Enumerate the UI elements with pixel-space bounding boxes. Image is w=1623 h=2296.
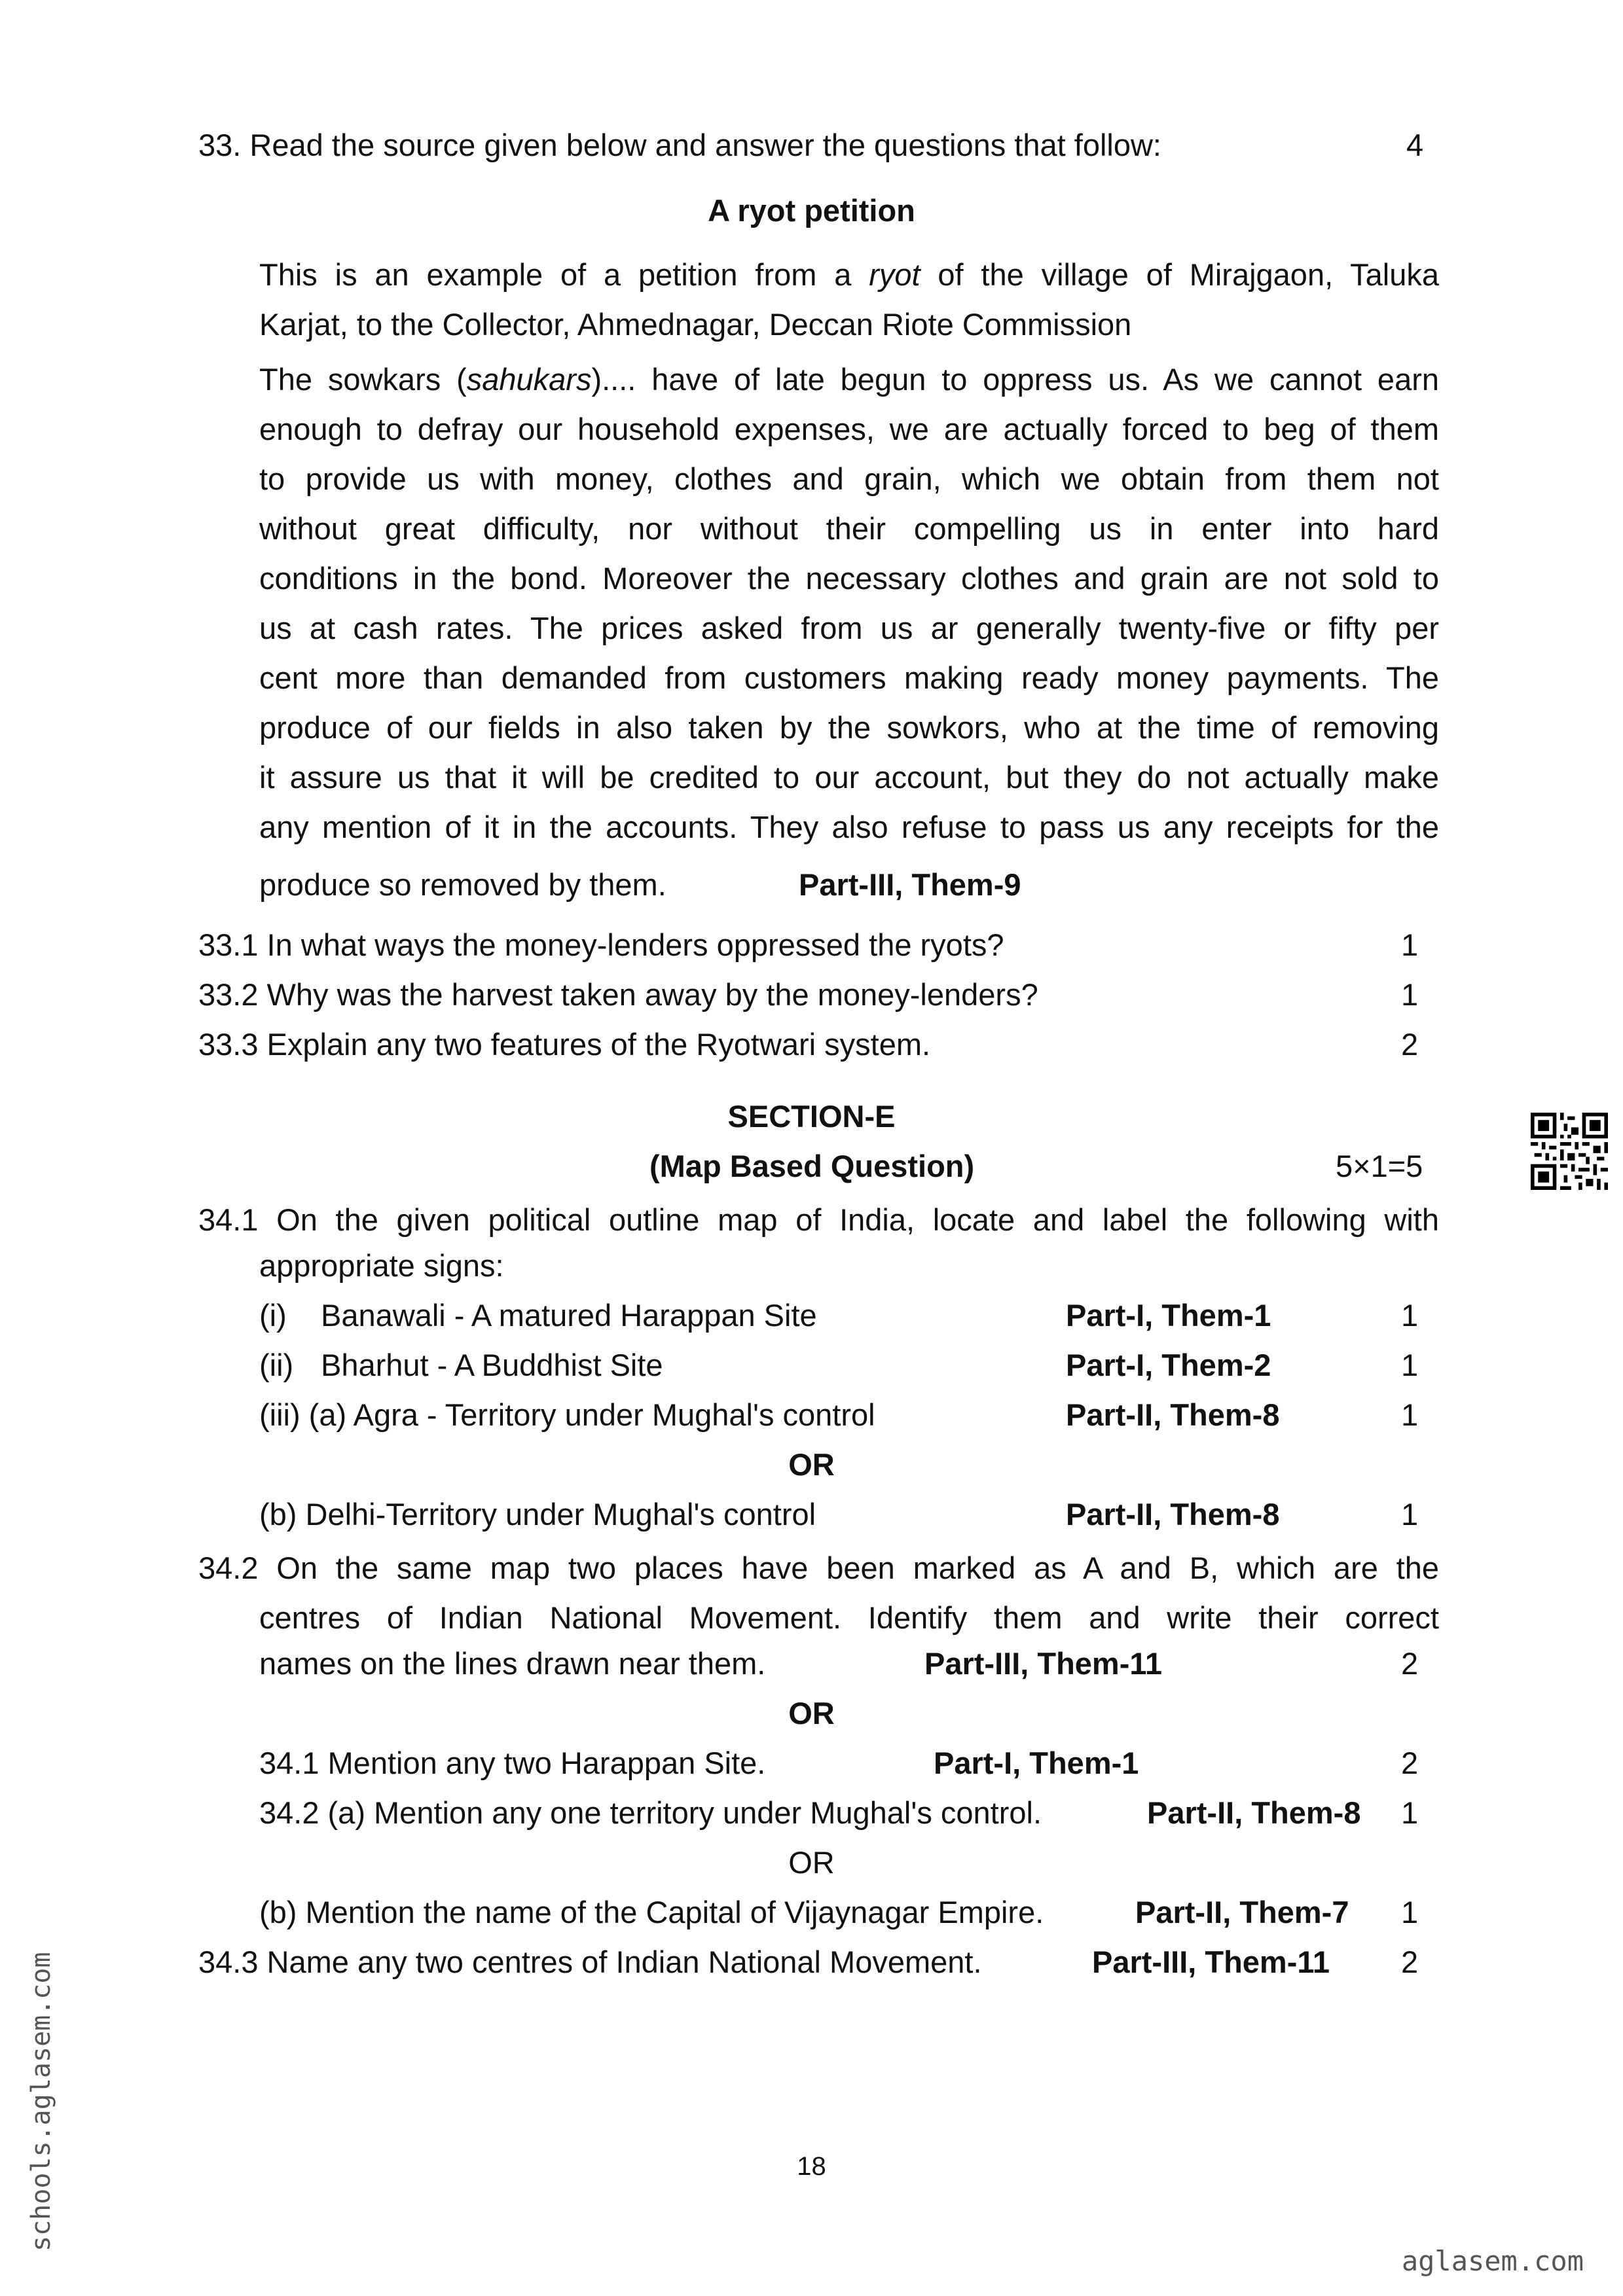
para-line: to provide us with money, clothes and grain, which we obtain from them not — [259, 461, 1439, 496]
question-34-2-marks: 2 — [1401, 1646, 1419, 1681]
qr-code-icon — [1531, 1113, 1608, 1190]
or-divider-1: OR — [788, 1447, 835, 1482]
item-ii-ref: Part-I, Them-2 — [1066, 1348, 1271, 1382]
item-i-text: Banawali - A matured Harappan Site — [321, 1298, 817, 1333]
alt-34-3-text: 34.3 Name any two centres of Indian National Movement. — [198, 1945, 982, 1979]
intro-ryot-italic: ryot — [869, 257, 921, 292]
intro-line-1 — [259, 250, 1439, 300]
side-watermark: schools.aglasem.com — [26, 1952, 56, 2251]
para-line-first — [259, 355, 1439, 404]
question-34-2-ref: Part-III, Them-11 — [924, 1646, 1163, 1681]
source-reference: Part-III, Them-9 — [799, 867, 1021, 902]
question-34-2-line2: centres of Indian National Movement. Identify them and write their correct — [259, 1600, 1439, 1635]
alt-34-1-marks: 2 — [1401, 1746, 1419, 1780]
item-iii-marks: 1 — [1401, 1397, 1419, 1432]
para-line-last: produce so removed by them. — [259, 867, 666, 902]
alt-34-2b-text: (b) Mention the name of the Capital of Vijaynagar Empire. — [259, 1895, 1044, 1929]
question-33-3-marks: 2 — [1401, 1027, 1419, 1062]
question-33-heading: 33. Read the source given below and answer the questions that follow: — [198, 128, 1161, 162]
intro-text-b: of the village of Mirajgaon, Taluka — [920, 257, 1439, 292]
question-34-1-line2: appropriate signs: — [259, 1248, 504, 1283]
para-text-a: The sowkars ( — [259, 362, 467, 397]
section-e-marks: 5×1=5 — [1336, 1149, 1423, 1183]
para-line: produce of our fields in also taken by the sowkors, who at the time of removing — [259, 710, 1439, 745]
para-line: cent more than demanded from customers making ready money payments. The — [259, 660, 1439, 695]
question-34-1-line1-wrap — [198, 1195, 1439, 1245]
question-33-2: 33.2 Why was the harvest taken away by the money-lenders? — [198, 977, 1038, 1012]
alt-34-1-ref: Part-I, Them-1 — [934, 1746, 1139, 1780]
question-34-1-line1: 34.1 On the given political outline map of India, locate and label the following with — [198, 1202, 1439, 1237]
item-b-text: (b) Delhi-Territory under Mughal's control — [259, 1497, 816, 1532]
question-33-2-marks: 1 — [1401, 977, 1419, 1012]
para-line: any mention of it in the accounts. They also refuse to pass us any receipts for the — [259, 810, 1439, 844]
item-iii-ref: Part-II, Them-8 — [1066, 1397, 1280, 1432]
section-e-subtitle: (Map Based Question) — [649, 1149, 975, 1183]
para-line: enough to defray our household expenses, we are actually forced to beg of them — [259, 412, 1439, 446]
alt-34-2-marks: 1 — [1401, 1795, 1419, 1830]
alt-34-3-ref: Part-III, Them-11 — [1092, 1945, 1330, 1979]
or-divider-inner: OR — [788, 1845, 835, 1880]
item-iii-text: (iii) (a) Agra - Territory under Mughal's control — [259, 1397, 875, 1432]
para-line: without great difficulty, nor without their compelling us in enter into hard — [259, 511, 1439, 546]
para-sahukars-italic: sahukars — [466, 362, 592, 397]
alt-34-2-ref: Part-II, Them-8 — [1147, 1795, 1361, 1830]
para-text-b: ).... have of late begun to oppress us. As we cannot earn — [591, 362, 1439, 397]
para-line: conditions in the bond. Moreover the necessary clothes and grain are not sold to — [259, 561, 1439, 596]
question-33-marks: 4 — [1406, 128, 1424, 162]
question-34-2-line3: names on the lines drawn near them. — [259, 1646, 766, 1681]
intro-text-a: This is an example of a petition from a — [259, 257, 869, 292]
question-34-2-line1-wrap — [198, 1543, 1439, 1593]
item-i-marks: 1 — [1401, 1298, 1419, 1333]
intro-line-2: Karjat, to the Collector, Ahmednagar, Deccan Riote Commission — [259, 307, 1132, 342]
alt-34-3-marks: 2 — [1401, 1945, 1419, 1979]
question-33-1: 33.1 In what ways the money-lenders oppressed the ryots? — [198, 927, 1004, 962]
source-intro — [259, 250, 1439, 350]
alt-34-2b-marks: 1 — [1401, 1895, 1419, 1929]
question-34-2-line1: 34.2 On the same map two places have been marked as A and B, which are the — [198, 1551, 1439, 1585]
source-title: A ryot petition — [708, 193, 915, 228]
question-33-3: 33.3 Explain any two features of the Ryotwari system. — [198, 1027, 931, 1062]
para-line: it assure us that it will be credited to our account, but they do not actually make — [259, 760, 1439, 795]
item-b-ref: Part-II, Them-8 — [1066, 1497, 1280, 1532]
question-33-1-marks: 1 — [1401, 927, 1419, 962]
para-line: us at cash rates. The prices asked from us ar generally twenty-five or fifty per — [259, 611, 1439, 645]
source-paragraph — [259, 355, 1439, 852]
or-divider-main: OR — [788, 1696, 835, 1731]
alt-34-1-text: 34.1 Mention any two Harappan Site. — [259, 1746, 766, 1780]
alt-34-2-text: 34.2 (a) Mention any one territory under Mughal's control. — [259, 1795, 1042, 1830]
alt-34-2b-ref: Part-II, Them-7 — [1135, 1895, 1349, 1929]
page-number: 18 — [797, 2152, 826, 2181]
question-34-2-line2-wrap — [259, 1593, 1439, 1643]
item-ii-label: (ii) — [259, 1348, 294, 1382]
item-ii-text: Bharhut - A Buddhist Site — [321, 1348, 663, 1382]
bottom-watermark: aglasem.com — [1401, 2245, 1584, 2277]
section-e-title: SECTION-E — [727, 1099, 896, 1134]
item-i-label: (i) — [259, 1298, 287, 1333]
item-ii-marks: 1 — [1401, 1348, 1419, 1382]
item-i-ref: Part-I, Them-1 — [1066, 1298, 1271, 1333]
item-b-marks: 1 — [1401, 1497, 1419, 1532]
